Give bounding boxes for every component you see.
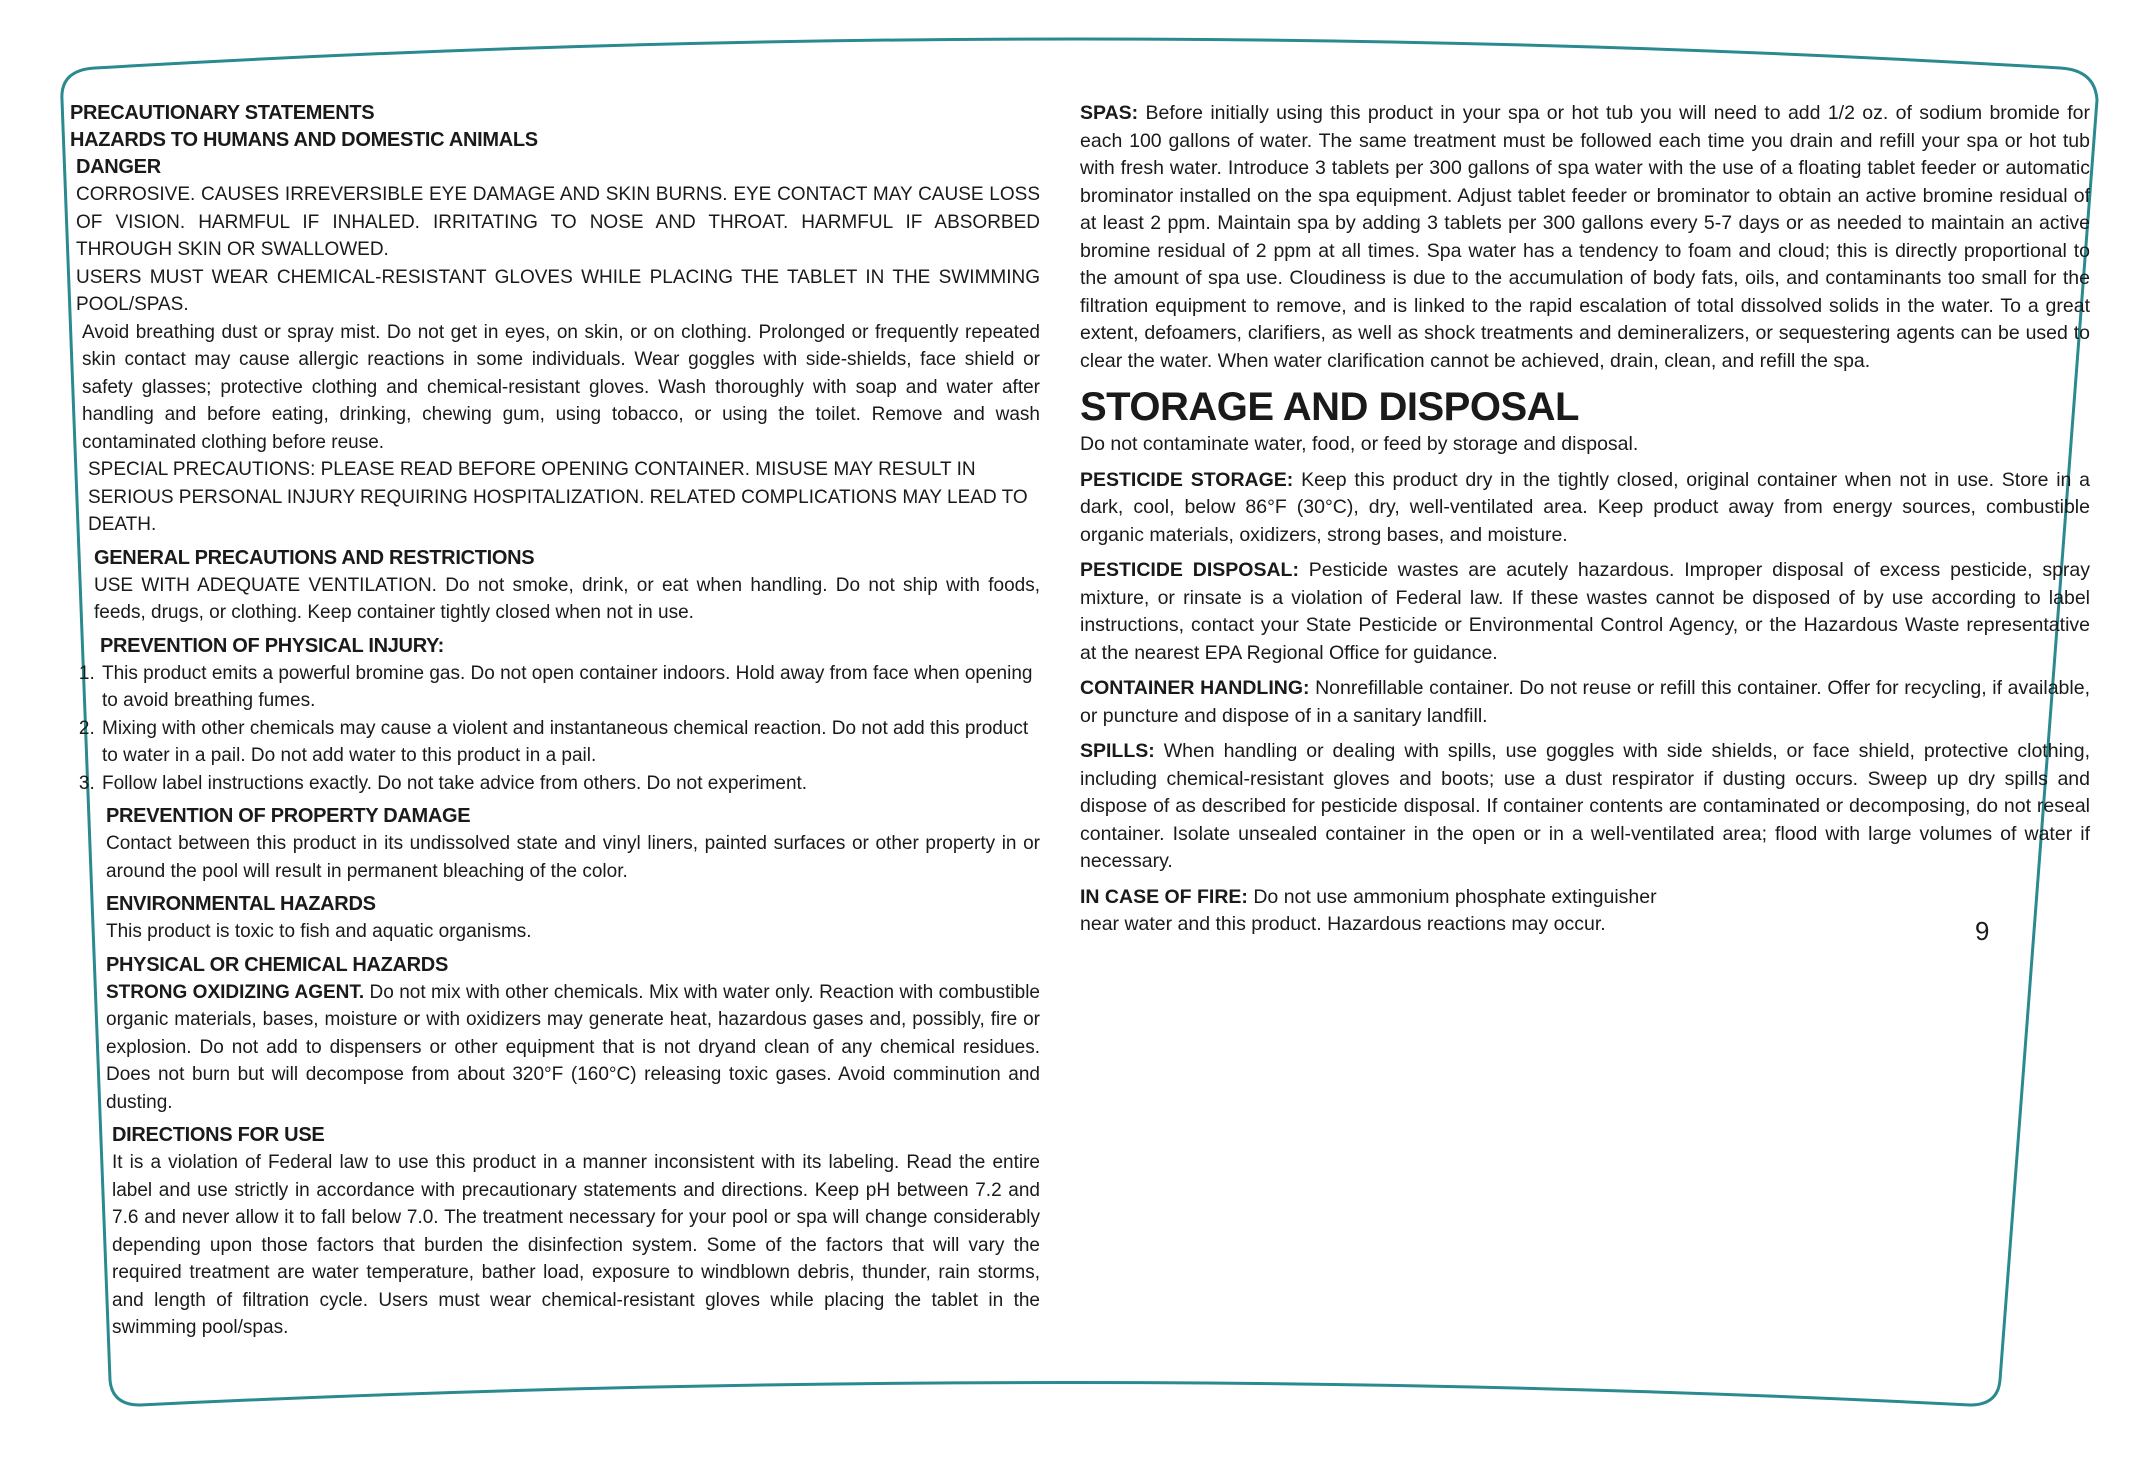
special-precautions-2: SERIOUS PERSONAL INJURY REQUIRING HOSPITALIZATION. RELATED COMPLICATIONS MAY LEAD TO DEATH. bbox=[88, 486, 1028, 535]
physical-injury-list bbox=[70, 660, 1040, 798]
property-damage-heading: PREVENTION OF PROPERTY DAMAGE bbox=[106, 805, 471, 827]
physical-chemical-body: Do not mix with other chemicals. Mix with water only. Reaction with combustible organic materials, bases, moisture or with oxidizers may generate heat, hazardous gases and, possibly, fire or explosion. Do not add to dispensers or other equipment that is not dryand clean of any chemical residues. Does not burn but will decompose from about 320°F (160°C) releasing toxic gases. Avoid comminution and dusting. bbox=[106, 981, 1041, 1113]
general-precautions-text: USE WITH ADEQUATE VENTILATION. Do not smoke, drink, or eat when handling. Do not ship with foods, feeds, drugs, or clothing. Keep container tightly closed when not in use. bbox=[94, 574, 1040, 623]
fire-text-2: near water and this product. Hazardous reactions may occur. bbox=[1080, 913, 1606, 935]
spas-text: Before initially using this product in your spa or hot tub you will need to add 1/2 oz. of sodium bromide for each 100 gallons of water. The same treatment must be followed each time you drain and refill your spa or hot tub with fresh water. Introduce 3 tablets per 300 gallons of spa water with the use of a floating tablet feeder or automatic brominator installed on the spa equipment. Adjust tablet feeder or brominator to obtain an active bromine residual of at least 2 ppm. Maintain spa by adding 3 tablets per 300 gallons every 5-7 days or as needed to maintain an active bromine residual of 2 ppm at all times. Spa water has a tendency to foam and cloud; this is directly proportional to the amount of spa use. Cloudiness is due to the accumulation of body fats, oils, and contaminants too small for the filtration equipment to remove, and is linked to the rapid escalation of total dissolved solids in the water. To a great extent, defoamers, clarifiers, as well as shock treatments and demineralizers, or sequestering agents can be used to clear the water. When water clarification cannot be achieved, drain, clean, and refill the spa. bbox=[1080, 102, 2091, 372]
heading-hazards: HAZARDS TO HUMANS AND DOMESTIC ANIMALS bbox=[70, 129, 538, 151]
directions-heading: DIRECTIONS FOR USE bbox=[112, 1124, 325, 1146]
general-precautions-heading: GENERAL PRECAUTIONS AND RESTRICTIONS bbox=[94, 546, 535, 569]
list-item: 3. Follow label instructions exactly. Do not take advice from others. Do not experiment. bbox=[100, 770, 1040, 798]
left-column bbox=[70, 100, 1040, 1342]
pesticide-disposal-paragraph bbox=[1080, 557, 2090, 667]
container-handling-text: Nonrefillable container. Do not reuse or refill this container. Offer for recycling, if available, or puncture and dispose of in a sanitary landfill. bbox=[1080, 677, 2090, 727]
spills-paragraph bbox=[1080, 738, 2090, 876]
fire-text-1: Do not use ammonium phosphate extinguisher bbox=[1253, 885, 1657, 908]
list-item: 1. This product emits a powerful bromine gas. Do not open container indoors. Hold away from face when opening to avoid breathing fumes. bbox=[100, 660, 1040, 715]
container-handling-label: CONTAINER HANDLING: bbox=[1080, 677, 1310, 699]
avoid-text: Avoid breathing dust or spray mist. Do not get in eyes, on skin, or on clothing. Prolonged or frequently repeated skin contact may cause allergic reactions in some individuals. Wear goggles with side-shields, face shield or safety glasses; protective clothing and chemical-resistant gloves. Wash thoroughly with soap and water after handling and before eating, drinking, chewing gum, using tobacco, or using the toilet. Remove and wash contaminated clothing before reuse. bbox=[82, 321, 1040, 453]
directions-text: It is a violation of Federal law to use this product in a manner inconsistent with its labeling. Read the entire label and use strictly in accordance with precautionary statements and directions. Keep pH between 7.2 and 7.6 and never allow it to fall below 7.0. The treatment necessary for your pool or spa will change considerably depending upon those factors that burden the disinfection system. Some of the factors that will vary the required treatment are water temperature, bather load, exposure to windblown debris, thunder, rain storms, and length of filtration cycle. Users must wear chemical-resistant gloves while placing the tablet in the swimming pool/spas. bbox=[112, 1152, 1040, 1338]
fire-paragraph bbox=[1080, 884, 2090, 912]
spas-label: SPAS: bbox=[1080, 102, 1139, 124]
property-damage-text: Contact between this product in its undissolved state and vinyl liners, painted surfaces or other property in or around the pool will result in permanent bleaching of the color. bbox=[106, 833, 1040, 882]
fire-label: IN CASE OF FIRE: bbox=[1080, 885, 1248, 908]
physical-chemical-heading: PHYSICAL OR CHEMICAL HAZARDS bbox=[106, 953, 448, 976]
spills-text: When handling or dealing with spills, use goggles with side shields, or face shield, protective clothing, including chemical-resistant gloves and boots; use a dust respirator if dusting occurs. Sweep up dry spills and dispose of as described for pesticide disposal. If container contents are contaminated or decomposing, do not reseal container. Isolate unsealed container in the open or in a well-ventilated area; flood with large volumes of water if necessary. bbox=[1080, 740, 2091, 872]
heading-precautionary: PRECAUTIONARY STATEMENTS bbox=[70, 102, 375, 124]
pesticide-storage-paragraph bbox=[1080, 467, 2090, 550]
physical-chemical-text bbox=[70, 979, 1040, 1117]
heading-danger: DANGER bbox=[76, 156, 161, 178]
list-item: 2. Mixing with other chemicals may cause a violent and instantaneous chemical reaction. Do not add this product to water in a pail. Do not add water to this product in a pail. bbox=[100, 715, 1040, 770]
strong-oxidizing-label: STRONG OXIDIZING AGENT. bbox=[106, 981, 365, 1003]
pesticide-storage-label: PESTICIDE STORAGE: bbox=[1080, 468, 1294, 491]
pesticide-disposal-label: PESTICIDE DISPOSAL: bbox=[1080, 559, 1299, 581]
users-gloves-text: USERS MUST WEAR CHEMICAL-RESISTANT GLOVES WHILE PLACING THE TABLET IN THE SWIMMING POOL/SPAS. bbox=[76, 266, 1040, 315]
right-column bbox=[1080, 100, 2090, 939]
special-precautions-1: SPECIAL PRECAUTIONS: PLEASE READ BEFORE OPENING CONTAINER. MISUSE MAY RESULT IN bbox=[88, 459, 976, 480]
pesticide-storage-text: Keep this product dry in the tightly closed, original container when not in use. Store in a dark, cool, below 86°F (30°C), dry, well-ventilated area. Keep product away from energy sources, combustible organic materials, oxidizers, strong bases, and moisture. bbox=[1080, 468, 2090, 546]
storage-intro: Do not contaminate water, food, or feed by storage and disposal. bbox=[1080, 433, 1639, 455]
container-handling-paragraph bbox=[1080, 675, 2090, 730]
pesticide-disposal-text: Pesticide wastes are acutely hazardous. Improper disposal of excess pesticide, spray mixture, or rinsate is a violation of Federal law. If these wastes cannot be disposed of by use according to label instructions, contact your State Pesticide or Environmental Control Agency, or the Hazardous Waste representative at the nearest EPA Regional Office for guidance. bbox=[1080, 559, 2091, 664]
physical-injury-heading: PREVENTION OF PHYSICAL INJURY: bbox=[100, 634, 445, 657]
storage-disposal-heading: STORAGE AND DISPOSAL bbox=[1080, 385, 1579, 429]
environmental-hazards-text: This product is toxic to fish and aquatic organisms. bbox=[106, 921, 532, 942]
spills-label: SPILLS: bbox=[1080, 740, 1155, 762]
spas-paragraph bbox=[1080, 100, 2090, 375]
environmental-hazards-heading: ENVIRONMENTAL HAZARDS bbox=[106, 893, 376, 915]
corrosive-text: CORROSIVE. CAUSES IRREVERSIBLE EYE DAMAGE AND SKIN BURNS. EYE CONTACT MAY CAUSE LOSS OF VISION. HARMFUL IF INHALED. IRRITATING TO NOSE AND THROAT. HARMFUL IF ABSORBED THROUGH SKIN OR SWALLOWED. bbox=[76, 184, 1040, 260]
page-number: 6 bbox=[1975, 916, 1990, 946]
